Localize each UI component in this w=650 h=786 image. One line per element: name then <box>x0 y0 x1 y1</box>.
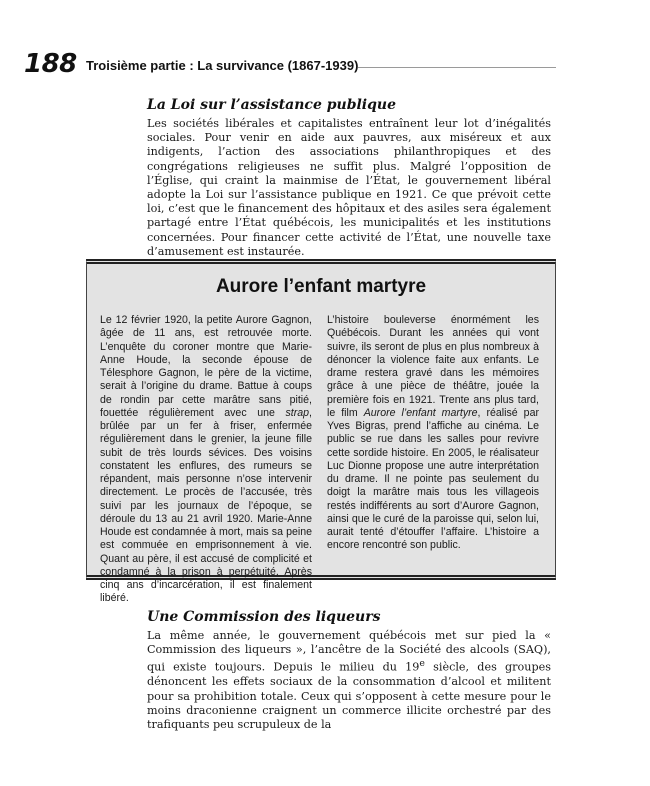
section-body-assistance: Les sociétés libérales et capitalistes entraînent leur lot d’inégalités sociales. Pour venir en aide aux pauvres, aux miséreux et aux indigents, l’action des associations philanthropiques et des congrégations religieuses ne suffit plus. Malgré l’opposition de l’Église, qui craint la mainmise de l’État, le gouvernement libéral adopte la Loi sur l’assistance publique en 1921. Ce que prévoit cette loi, c’est que le financement des hôpitaux et des asiles sera également partagé entre l’État québécois, les municipalités et les institutions concernées. Pour financer cette activité de l’État, une nouvelle taxe d’amusement est instaurée. <box>147 117 551 258</box>
part-title: Troisième partie : La survivance (1867-1939) <box>86 58 359 73</box>
section-heading-assistance: La Loi sur l’assistance publique <box>147 97 396 113</box>
section-body-commission-a: La même année, le gouvernement québécois met sur pied la « Commission des liqueurs », l’ancêtre de la Société des alcools (SAQ), qui existe toujours. Depuis le milieu du 19 <box>147 629 551 675</box>
section-body-commission-b: siècle, des groupes dénoncent les effets sociaux de la consommation d’alcool et militent pour sa prohibition totale. Ceux qui s’opposent à cette mesure pour le moins draconienne craignent un commerce illicite orchestré par des trafiquants peu scrupuleux de la <box>147 661 551 731</box>
sidebar-right-emphasis: Aurore l’enfant martyre <box>363 406 478 419</box>
sidebar-title: Aurore l’enfant martyre <box>215 276 427 297</box>
sidebar-right-text-2: , réalisé par Yves Bigras, prend l’affiche au cinéma. Le public se rue dans les salles pour revivre cette sordide histoire. En 2005, le réalisateur Luc Dionne propose une autre interprétation du drame. Il ne pointe pas seulement du doigt la marâtre mais tous les villageois restés indifférents au sort d’Aurore Gagnon, ainsi que le curé de la paroisse qui, selon lui, aurait tenté d’étouffer l’affaire. L’histoire a encore rencontré son public. <box>327 406 539 552</box>
section-body-commission <box>147 629 551 732</box>
running-header <box>24 50 556 80</box>
sidebar-left-text-2: , brûlée par un fer à friser, enfermée régulièrement dans le grenier, la jeune fille subit de très lourds sévices. Des voisins constatent les enflures, des rumeurs se répandent, mais personne n’ose intervenir directement. Le procès de l’accusée, très suivi par les journaux de l’époque, se déroule du 13 au 21 avril 1920. Marie-Anne Houde est condamnée à mort, mais sa peine est commuée en emprisonnement à vie. Quant au père, il est accusé de complicité et condamné à la prison à perpétuité. Après cinq ans d’incarcération, il est finalement libéré. <box>100 406 312 605</box>
sidebar-column-right <box>327 314 539 553</box>
sidebar-left-text-1: Le 12 février 1920, la petite Aurore Gagnon, âgée de 11 ans, est retrouvée morte. L’enquête du coroner montre que Marie-Anne Houde, la seconde épouse de Télesphore Gagnon, le père de la victime, serait à l’origine du drame. Battue à coups de rondin par cette marâtre sans pitié, fouettée régulièrement avec une <box>100 314 312 419</box>
section-commission-liqueurs <box>147 608 551 732</box>
page-number: 188 <box>24 49 77 79</box>
century-superscript: e <box>419 658 425 670</box>
header-rule <box>358 67 556 68</box>
section-assistance-publique <box>147 96 551 259</box>
sidebar-right-text-1: L’histoire bouleverse énormément les Québécois. Durant les années qui vont suivre, ils seront de plus en plus nombreux à dénoncer la violence faite aux enfants. Le drame restera gravé dans les mémoires grâce à une pièce de théâtre, jouée la première fois en 1921. Trente ans plus tard, le film <box>327 314 539 419</box>
sidebar-left-emphasis: strap <box>285 406 310 419</box>
sidebar-column-left <box>100 314 312 606</box>
section-heading-commission: Une Commission des liqueurs <box>147 609 381 625</box>
sidebar-box <box>86 259 556 605</box>
